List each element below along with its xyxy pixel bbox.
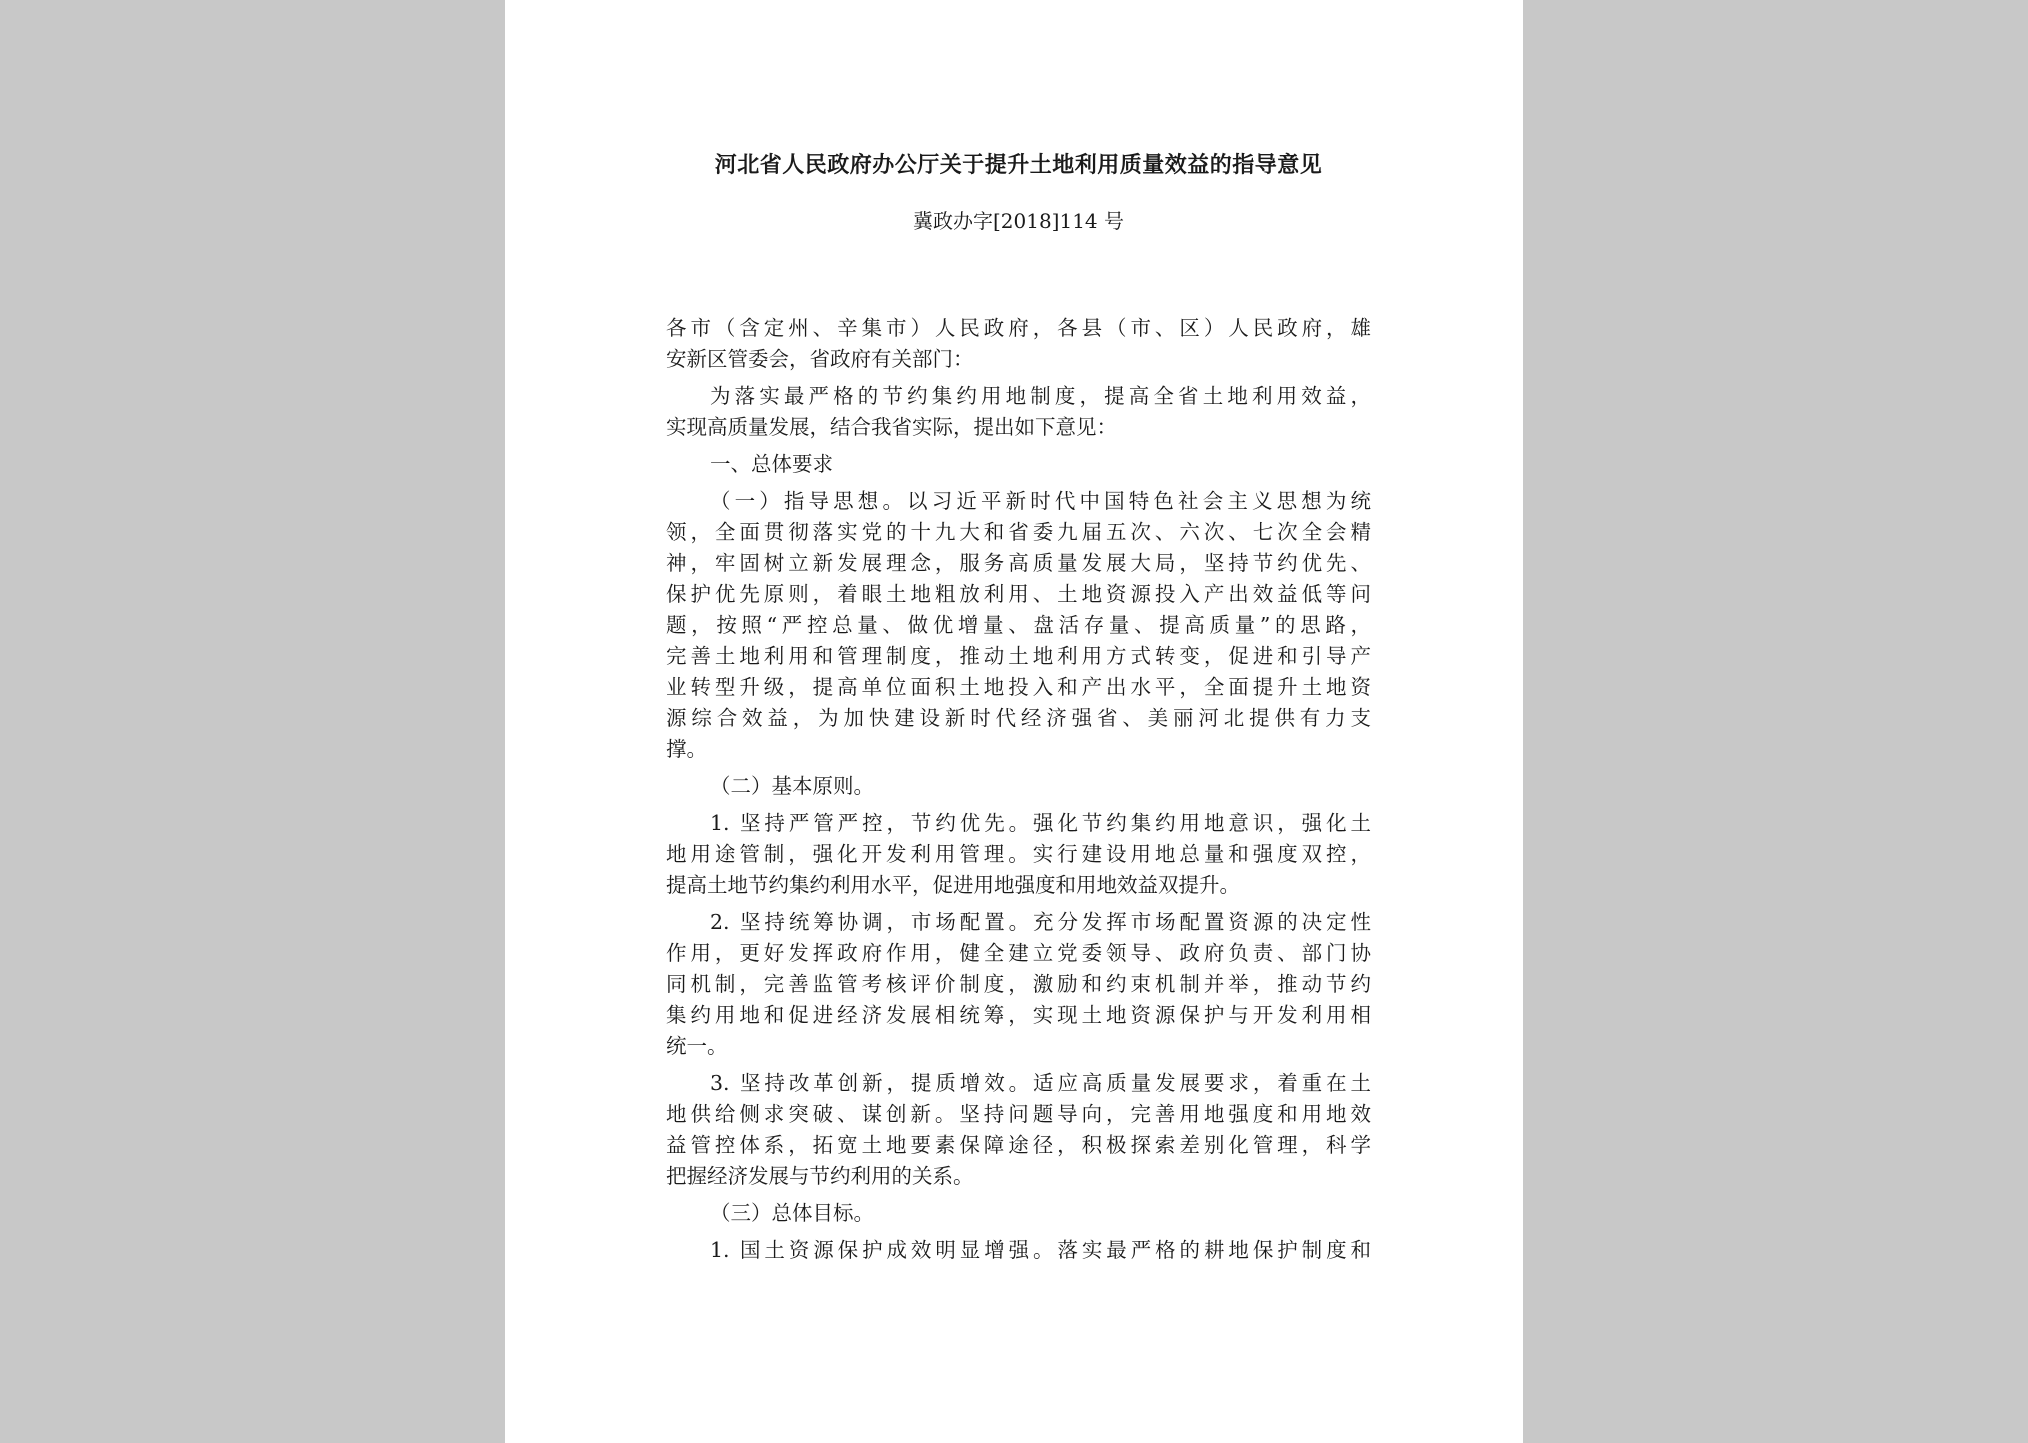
paragraph	[666, 381, 1371, 443]
paragraph-line: 保护优先原则，着眼土地粗放利用、土地资源投入产出效益低等问	[666, 582, 1371, 606]
document-number: 冀政办字[2018]114 号	[912, 209, 1125, 233]
paragraph	[666, 486, 1371, 765]
paragraph-line: 领，全面贯彻落实党的十九大和省委九届五次、六次、七次全会精	[666, 520, 1371, 544]
paragraph-line: 安新区管委会，省政府有关部门：	[666, 347, 974, 371]
paragraph-line: 实现高质量发展，结合我省实际，提出如下意见：	[666, 415, 1117, 439]
paragraph-line: 业转型升级，提高单位面积土地投入和产出水平，全面提升土地资	[666, 675, 1371, 699]
paragraph-line: 地供给侧求突破、谋创新。坚持问题导向，完善用地强度和用地效	[666, 1102, 1371, 1126]
paragraph-line: 作用，更好发挥政府作用，健全建立党委领导、政府负责、部门协	[666, 941, 1371, 965]
paragraph-line: 把握经济发展与节约利用的关系。	[666, 1164, 974, 1188]
paragraph-line: 集约用地和促进经济发展相统筹，实现土地资源保护与开发利用相	[666, 1003, 1371, 1027]
paragraph-line: 神，牢固树立新发展理念，服务高质量发展大局，坚持节约优先、	[666, 551, 1371, 575]
paragraph-line: 2. 坚持统筹协调，市场配置。充分发挥市场配置资源的决定性	[710, 910, 1371, 934]
document-page	[505, 0, 1523, 1443]
paragraph-line: （一）指导思想。以习近平新时代中国特色社会主义思想为统	[710, 489, 1371, 513]
paragraph-line: 源综合效益，为加快建设新时代经济强省、美丽河北提供有力支	[666, 706, 1371, 730]
paragraph-line: 3. 坚持改革创新，提质增效。适应高质量发展要求，着重在土	[710, 1071, 1371, 1095]
paragraph-line: 各市（含定州、辛集市）人民政府，各县（市、区）人民政府，雄	[666, 316, 1371, 340]
paragraph-line: （三）总体目标。	[710, 1201, 874, 1225]
paragraph-line: （二）基本原则。	[710, 774, 874, 798]
paragraph-line: 一、总体要求	[710, 452, 833, 476]
paragraph-line: 同机制，完善监管考核评价制度，激励和约束机制并举，推动节约	[666, 972, 1371, 996]
paragraph-line: 统一。	[666, 1034, 728, 1058]
paragraph-line: 为落实最严格的节约集约用地制度，提高全省土地利用效益，	[710, 384, 1371, 408]
paragraph	[666, 1068, 1371, 1192]
paragraph	[666, 1235, 1371, 1266]
paragraph-line: 1. 坚持严管严控，节约优先。强化节约集约用地意识，强化土	[710, 811, 1371, 835]
paragraph-line: 地用途管制，强化开发利用管理。实行建设用地总量和强度双控，	[666, 842, 1371, 866]
paragraph-line: 完善土地利用和管理制度，推动土地利用方式转变，促进和引导产	[666, 644, 1371, 668]
paragraph-line: 题，按照“严控总量、做优增量、盘活存量、提高质量”的思路，	[666, 613, 1371, 637]
paragraph-line: 1. 国土资源保护成效明显增强。落实最严格的耕地保护制度和	[710, 1238, 1371, 1262]
paragraph-line: 益管控体系，拓宽土地要素保障途径，积极探索差别化管理，科学	[666, 1133, 1371, 1157]
paragraph	[666, 313, 1371, 375]
document-body	[666, 313, 1371, 1272]
paragraph-line: 提高土地节约集约利用水平，促进用地强度和用地效益双提升。	[666, 873, 1240, 897]
paragraph-line: 撑。	[666, 737, 707, 761]
paragraph	[666, 449, 1371, 480]
paragraph	[666, 907, 1371, 1062]
document-title: 河北省人民政府办公厅关于提升土地利用质量效益的指导意见	[714, 152, 1323, 178]
paragraph	[666, 808, 1371, 901]
paragraph	[666, 1198, 1371, 1229]
paragraph	[666, 771, 1371, 802]
